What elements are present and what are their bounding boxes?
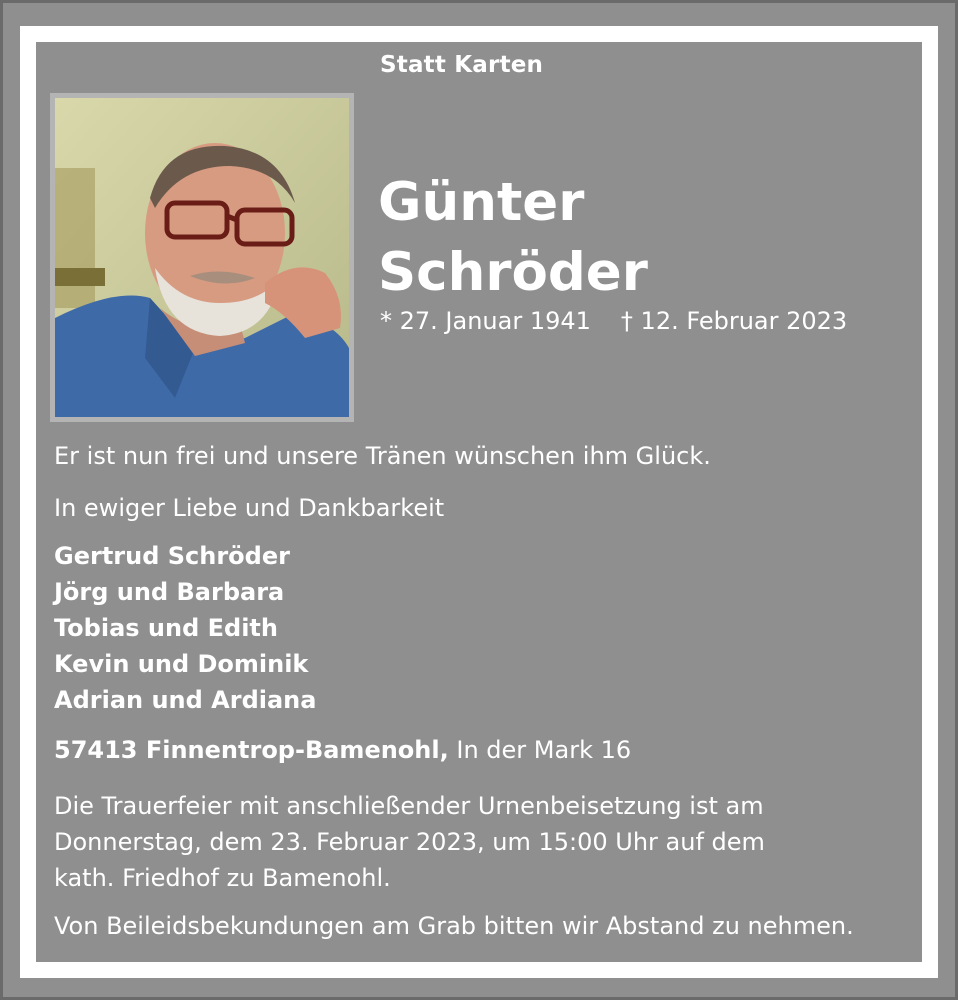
- portrait-photo: [50, 93, 354, 422]
- signer: Tobias und Edith: [54, 614, 278, 642]
- signer: Gertrud Schröder: [54, 542, 290, 570]
- death-date: † 12. Februar 2023: [620, 307, 848, 335]
- portrait-illustration: [55, 98, 349, 417]
- service-line: Donnerstag, dem 23. Februar 2023, um 15:00 Uhr auf dem: [54, 828, 765, 856]
- quote: Er ist nun frei und unsere Tränen wünschen ihm Glück.: [54, 442, 711, 470]
- address: [54, 736, 631, 764]
- birth-date: * 27. Januar 1941: [380, 307, 591, 335]
- service-line: Die Trauerfeier mit anschließender Urnenbeisetzung ist am: [54, 792, 764, 820]
- address-street: In der Mark 16: [456, 736, 632, 764]
- intro-text: In ewiger Liebe und Dankbarkeit: [54, 494, 445, 522]
- deceased-name: [378, 168, 648, 308]
- life-dates: [380, 307, 847, 335]
- signer: Kevin und Dominik: [54, 650, 309, 678]
- signer: Adrian und Ardiana: [54, 686, 317, 714]
- header-statt-karten: Statt Karten: [380, 52, 544, 78]
- signers-list: [54, 538, 316, 718]
- first-name: Günter: [378, 172, 585, 233]
- last-name: Schröder: [378, 242, 648, 303]
- address-city: 57413 Finnentrop-Bamenohl,: [54, 736, 449, 764]
- service-info: [54, 788, 765, 896]
- signer: Jörg und Barbara: [54, 578, 285, 606]
- closing-note: Von Beileidsbekundungen am Grab bitten wir Abstand zu nehmen.: [54, 912, 854, 940]
- service-line: kath. Friedhof zu Bamenohl.: [54, 864, 391, 892]
